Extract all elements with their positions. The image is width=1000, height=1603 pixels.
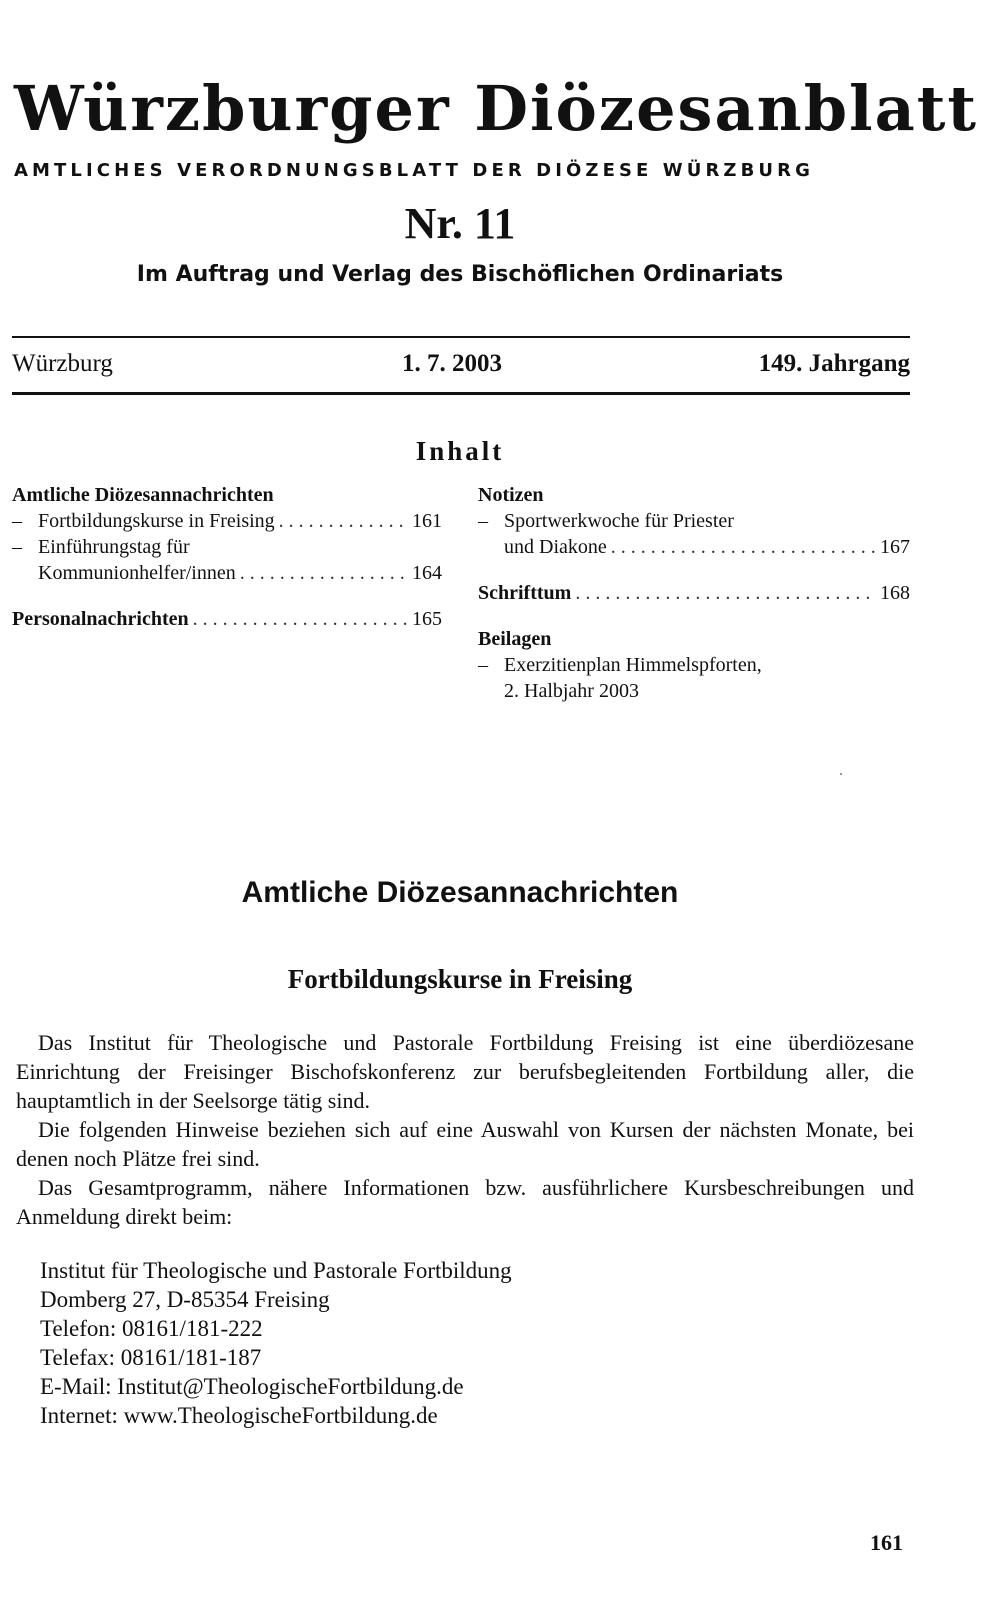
phone-line: Telefon: 08161/181-222 [40, 1316, 263, 1341]
email-line[interactable]: E-Mail: Institut@TheologischeFortbildung.de [40, 1374, 464, 1399]
masthead-title: Würzburger Diözesanblatt [14, 72, 979, 145]
toc-entry-page: 168 [880, 582, 910, 604]
place: Würzburg [12, 350, 113, 377]
dash: – [12, 536, 22, 558]
website-line[interactable]: Internet: www.TheologischeFortbildung.de [40, 1403, 438, 1428]
toc-entry-page: 164 [412, 562, 442, 584]
toc-heading: Personalnachrichten [12, 608, 189, 630]
toc-title: Inhalt [415, 436, 505, 466]
dash: – [12, 510, 22, 532]
toc-entry-label: Fortbildungskurse in Freising [38, 510, 275, 532]
divider-bottom [12, 392, 910, 395]
leader-dots [193, 606, 408, 632]
toc-heading: Schrifttum [478, 582, 572, 604]
toc-entry-label: und Diakone [504, 536, 607, 558]
paragraph: Das Institut für Theologische und Pastorale Fortbildung Freising ist eine überdiözesane Einrichtung der Freisinger Bischofskonferenz zur berufsbegleitenden Fortbildung aller, die hauptamtlich in der Seelsorge tätig sind. [16, 1030, 914, 1113]
toc-right-column [478, 482, 910, 704]
toc-entry[interactable] [12, 534, 442, 560]
toc-entry[interactable] [12, 508, 442, 534]
toc-entry-label: 2. Halbjahr 2003 [504, 680, 639, 702]
scan-speck [840, 773, 842, 775]
address-line: Institut für Theologische und Pastorale Fortbildung [40, 1258, 512, 1283]
toc-heading: Beilagen [478, 628, 552, 650]
toc-entry[interactable] [478, 652, 910, 678]
leader-dots [240, 560, 408, 586]
page-number: 161 [870, 1530, 903, 1555]
toc-entry-page: 161 [412, 510, 442, 532]
section-title: Amtliche Diözesannachrichten [241, 876, 679, 909]
article-title: Fortbildungskurse in Freising [287, 964, 633, 994]
paragraph: Das Gesamtprogramm, nähere Informationen bzw. ausführlichere Kursbeschreibungen und Anmeldung direkt beim: [16, 1175, 914, 1229]
volume: 149. Jahrgang [758, 350, 910, 377]
toc-entry-page: 165 [412, 608, 442, 630]
toc-entry[interactable] [478, 580, 910, 606]
paragraph: Die folgenden Hinweise beziehen sich auf eine Auswahl von Kursen der nächsten Monate, bei denen noch Plätze frei sind. [16, 1117, 914, 1171]
toc-entry-continuation[interactable] [478, 678, 910, 704]
toc-left-column [12, 482, 442, 632]
toc-entry-continuation[interactable] [12, 560, 442, 586]
toc-heading: Amtliche Diözesannachrichten [12, 484, 274, 506]
toc-entry[interactable] [12, 606, 442, 632]
leader-dots [279, 508, 408, 534]
toc-entry-label: Kommunionhelfer/innen [38, 562, 236, 584]
address-line: Domberg 27, D-85354 Freising [40, 1287, 330, 1312]
article-body [16, 1028, 914, 1231]
toc-entry-continuation[interactable] [478, 534, 910, 560]
toc-entry-label: Einführungstag für [38, 536, 190, 558]
toc-entry[interactable] [478, 508, 910, 534]
issue-date: 1. 7. 2003 [402, 350, 502, 377]
masthead-subtitle: AMTLICHES VERORDNUNGSBLATT DER DIÖZESE WÜRZBURG [14, 160, 814, 181]
publisher-line: Im Auftrag und Verlag des Bischöflichen Ordinariats [136, 262, 784, 287]
issue-number: Nr. 11 [404, 199, 516, 248]
fax-line: Telefax: 08161/181-187 [40, 1345, 262, 1370]
toc-entry-page: 167 [880, 536, 910, 558]
contact-address [40, 1256, 512, 1430]
dash: – [478, 510, 488, 532]
toc-entry-label: Sportwerkwoche für Priester [504, 510, 734, 532]
divider-top [12, 336, 910, 338]
toc-entry-label: Exerzitienplan Himmelspforten, [504, 654, 762, 676]
leader-dots [611, 534, 876, 560]
dash: – [478, 654, 488, 676]
toc-heading: Notizen [478, 484, 544, 506]
leader-dots [575, 580, 876, 606]
